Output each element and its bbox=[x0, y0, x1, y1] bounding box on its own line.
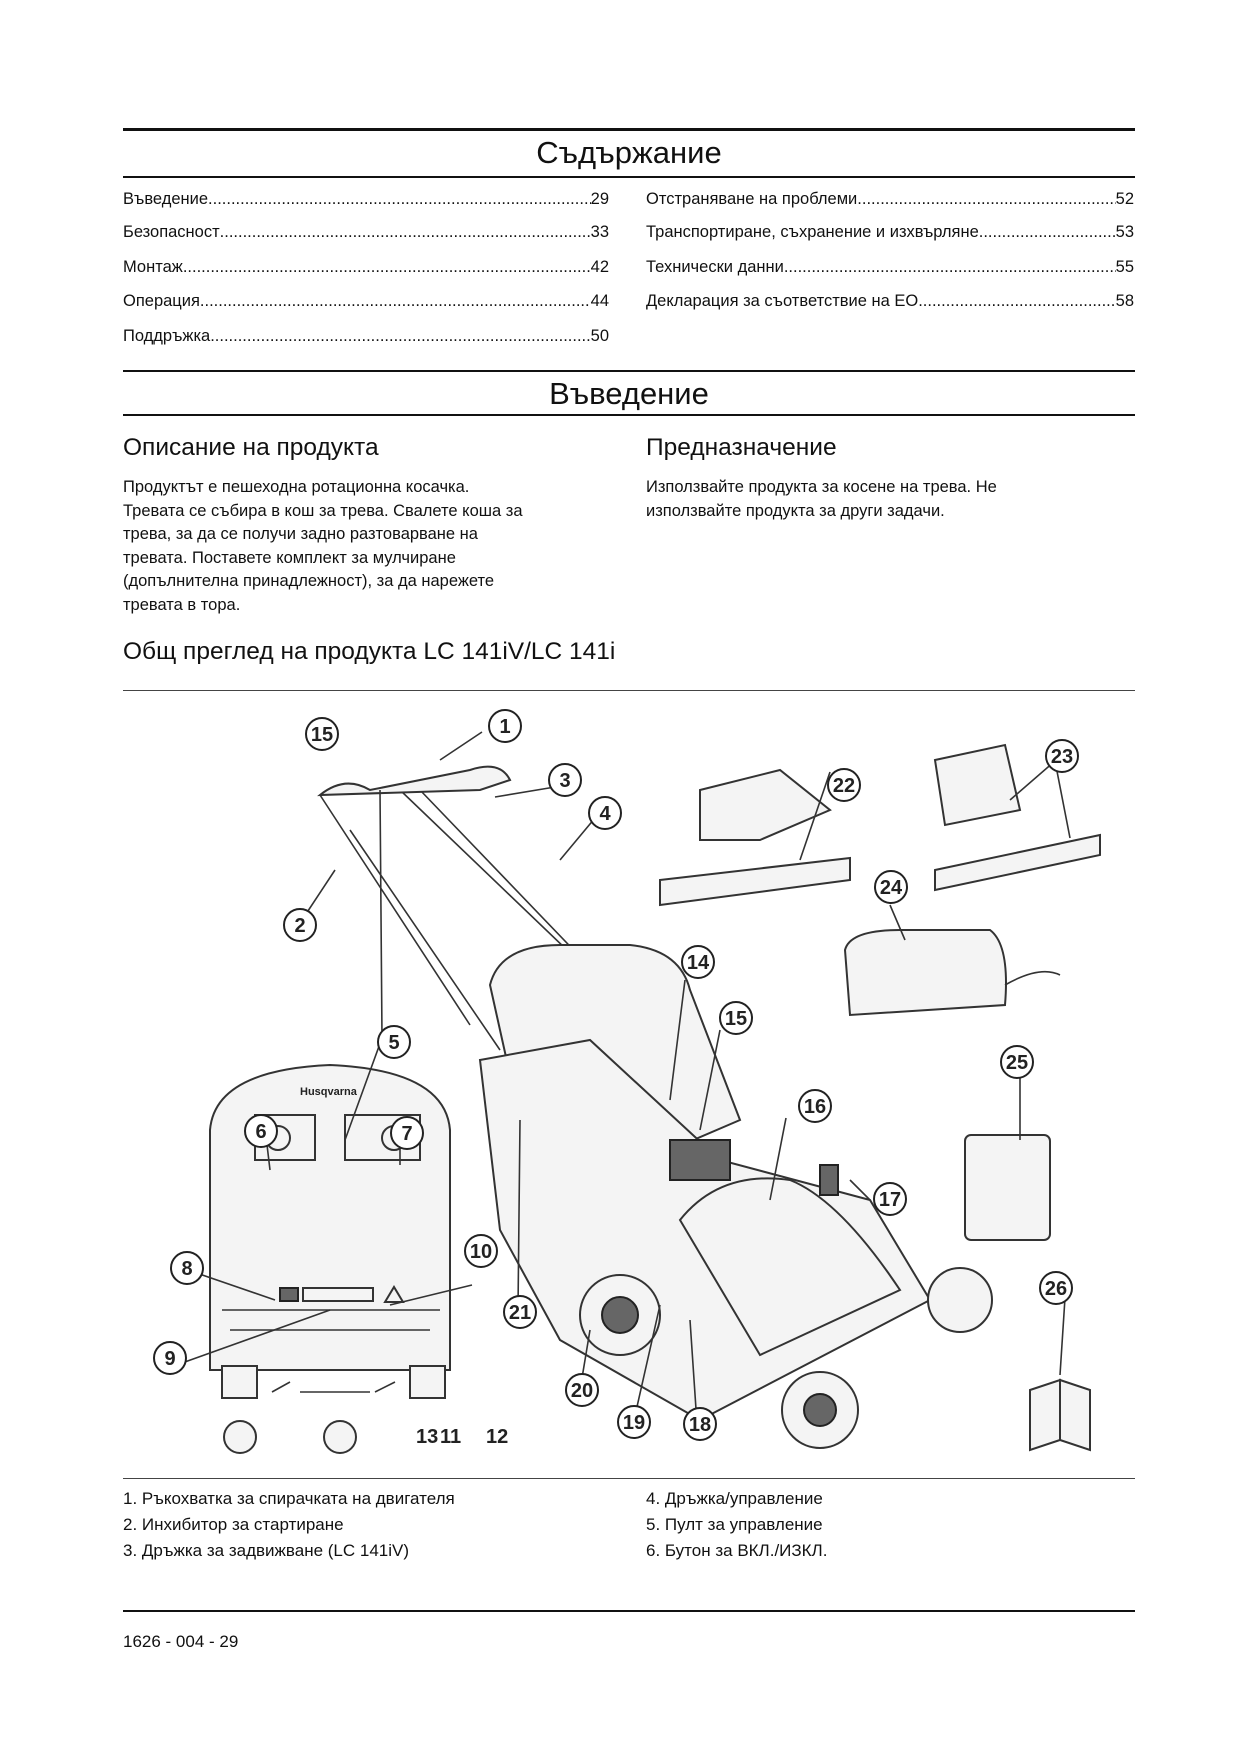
legend-item: 2. Инхибитор за стартиране bbox=[123, 1515, 344, 1534]
toc-title: Съдържание bbox=[536, 135, 722, 170]
product-description-heading: Описание на продукта bbox=[123, 434, 379, 461]
legend-item: 5. Пулт за управление bbox=[646, 1515, 823, 1534]
svg-text:18: 18 bbox=[688, 1414, 712, 1436]
control-panel-drawing bbox=[210, 1065, 450, 1398]
charger-drawing bbox=[845, 930, 1006, 1015]
legend-item: 6. Бутон за ВКЛ./ИЗКЛ. bbox=[646, 1541, 828, 1560]
callout-6 bbox=[245, 1115, 277, 1147]
callout-5 bbox=[378, 1026, 410, 1058]
callout-20 bbox=[566, 1374, 598, 1406]
svg-text:9: 9 bbox=[164, 1348, 176, 1370]
mower-control-panel bbox=[670, 1140, 730, 1180]
callout-11: 11 bbox=[440, 1426, 462, 1448]
callout-25 bbox=[1001, 1046, 1033, 1078]
svg-text:21: 21 bbox=[508, 1302, 532, 1324]
callout-12: 12 bbox=[486, 1426, 509, 1448]
callout-2 bbox=[284, 909, 316, 941]
callout-1 bbox=[489, 710, 521, 742]
purpose-text: Използвайте продукта за косене на трева. Не използвайте продукта за други задачи. bbox=[646, 478, 997, 520]
manual-book-icon bbox=[1030, 1380, 1090, 1450]
svg-text:23: 23 bbox=[1050, 746, 1074, 768]
toc-entry[interactable]: Технически данни ..... 55 bbox=[646, 258, 1134, 277]
purpose-heading: Предназначение bbox=[646, 434, 837, 461]
legend-left bbox=[123, 1486, 623, 1564]
toc-entry[interactable]: Въведение ..... 29 bbox=[123, 190, 609, 209]
callout-13: 13 bbox=[416, 1426, 439, 1448]
svg-text:2: 2 bbox=[294, 915, 306, 937]
svg-text:7: 7 bbox=[401, 1123, 413, 1145]
blade-22 bbox=[660, 858, 850, 905]
callout-4 bbox=[589, 797, 621, 829]
intro-title: Въведение bbox=[549, 376, 709, 411]
svg-text:14: 14 bbox=[686, 952, 710, 974]
callout-21 bbox=[504, 1296, 536, 1328]
bin-accessory bbox=[935, 745, 1020, 825]
callout-7 bbox=[391, 1117, 423, 1149]
callout-9 bbox=[154, 1342, 186, 1374]
callout-23 bbox=[1046, 740, 1078, 772]
callout-24 bbox=[875, 871, 907, 903]
callout-14 bbox=[682, 946, 714, 978]
safety-key-drawing bbox=[820, 1165, 838, 1195]
callout-10 bbox=[465, 1235, 497, 1267]
legend-right bbox=[646, 1486, 1126, 1564]
blade-23 bbox=[935, 835, 1100, 890]
page-number: 29 bbox=[219, 1632, 239, 1651]
callout-19 bbox=[618, 1406, 650, 1438]
svg-text:19: 19 bbox=[622, 1412, 646, 1434]
svg-text:10: 10 bbox=[469, 1241, 493, 1263]
svg-text:5: 5 bbox=[388, 1032, 400, 1054]
svg-text:20: 20 bbox=[570, 1380, 594, 1402]
callout-22 bbox=[828, 769, 860, 801]
svg-text:3: 3 bbox=[559, 770, 571, 792]
legend-item: 1. Ръкохватка за спирачката на двигателя bbox=[123, 1489, 455, 1508]
svg-text:26: 26 bbox=[1044, 1278, 1068, 1300]
svg-text:24: 24 bbox=[879, 877, 903, 899]
callout-15 bbox=[306, 718, 338, 750]
callout-15 bbox=[720, 1002, 752, 1034]
callout-18 bbox=[684, 1408, 716, 1440]
toc-entry[interactable]: Декларация за съответствие на ЕО ..... 58 bbox=[646, 292, 1134, 311]
hollow-marker bbox=[324, 1421, 356, 1453]
toc-entry[interactable]: Транспортиране, съхранение и изхвърляне ..... 53 bbox=[646, 223, 1134, 242]
svg-text:17: 17 bbox=[878, 1189, 902, 1211]
callout-3 bbox=[549, 764, 581, 796]
footer bbox=[123, 1632, 238, 1652]
toc-entry[interactable]: Отстраняване на проблеми ..... 52 bbox=[646, 190, 1134, 209]
svg-text:25: 25 bbox=[1005, 1052, 1029, 1074]
product-description-text: Продуктът е пешеходна ротационна косачка. Тревата се събира в кош за трева. Свалете коша за трева, за да се получи задно разтоварване на тревата. Поставете комплект за мулчиране (допълнителна принадлежност), за да нарежете тревата в тора. bbox=[123, 478, 523, 614]
plus-button bbox=[410, 1366, 445, 1398]
keypad-led-icon bbox=[280, 1288, 298, 1301]
rear-wheel bbox=[928, 1268, 992, 1332]
toc-entry[interactable]: Безопасност ..... 33 bbox=[123, 223, 609, 242]
brand-logo: Husqvarna bbox=[300, 1086, 357, 1098]
svg-text:15: 15 bbox=[310, 724, 334, 746]
bottom-hollow-markers bbox=[224, 1421, 356, 1453]
svg-text:16: 16 bbox=[803, 1096, 827, 1118]
svg-text:4: 4 bbox=[599, 803, 611, 825]
svg-text:6: 6 bbox=[255, 1121, 267, 1143]
svg-text:8: 8 bbox=[181, 1258, 193, 1280]
svg-text:15: 15 bbox=[724, 1008, 748, 1030]
overview-heading: Общ преглед на продукта LC 141iV/LC 141i bbox=[123, 638, 616, 665]
callout-16 bbox=[799, 1090, 831, 1122]
hollow-marker bbox=[224, 1421, 256, 1453]
callout-17 bbox=[874, 1183, 906, 1215]
battery-drawing bbox=[965, 1135, 1050, 1240]
minus-button bbox=[222, 1366, 257, 1398]
toc-entry[interactable]: Операция ..... 44 bbox=[123, 292, 609, 311]
legend-item: 4. Дръжка/управление bbox=[646, 1489, 823, 1508]
legend-item: 3. Дръжка за задвижване (LC 141iV) bbox=[123, 1541, 410, 1560]
svg-text:22: 22 bbox=[832, 775, 856, 797]
toc-entry[interactable]: Монтаж ..... 42 bbox=[123, 258, 609, 277]
callout-26 bbox=[1040, 1272, 1072, 1304]
doc-code: 1626 - 004 - bbox=[123, 1632, 220, 1651]
battery-indicator bbox=[303, 1288, 373, 1301]
svg-text:1: 1 bbox=[499, 716, 511, 738]
toc-entry[interactable]: Поддръжка ..... 50 bbox=[123, 327, 609, 346]
footer-rule bbox=[123, 1610, 1135, 1612]
callout-8 bbox=[171, 1252, 203, 1284]
figure-bottom-rule bbox=[123, 1478, 1135, 1479]
